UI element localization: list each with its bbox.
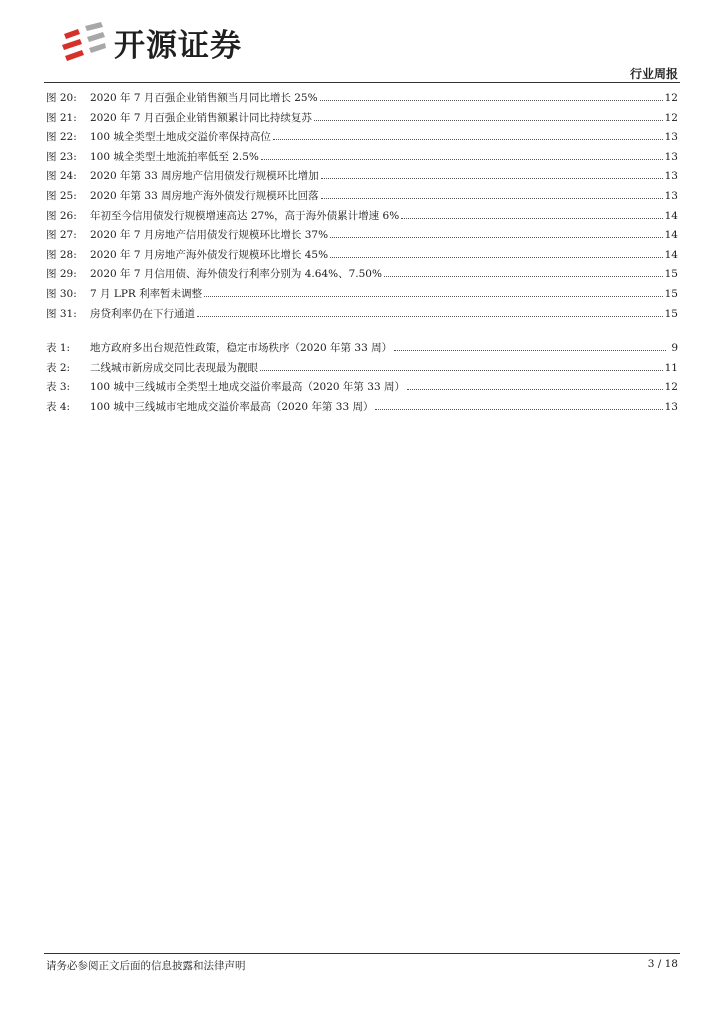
table-entry-label: 表 3: xyxy=(46,381,71,394)
table-entry-label: 表 1: xyxy=(46,342,71,354)
brand-logo xyxy=(58,20,242,64)
dot-leader xyxy=(330,257,663,258)
dot-leader xyxy=(273,139,663,140)
figure-entry-page: 14 xyxy=(664,248,678,261)
dot-leader xyxy=(321,198,663,199)
footer-divider xyxy=(44,953,680,954)
table-entry-page: 12 xyxy=(664,381,678,394)
figure-entry-title: 100 城全类型土地成交溢价率保持高位 xyxy=(90,131,271,144)
figure-entry-title: 100 城全类型土地流拍率低至 2.5% xyxy=(90,150,259,163)
figure-entry-title: 2020 年 7 月百强企业销售额累计同比持续复苏 xyxy=(90,111,312,124)
figure-entry[interactable] xyxy=(46,109,678,129)
figure-entry-page: 15 xyxy=(664,307,678,320)
dot-leader xyxy=(407,389,663,390)
dot-leader xyxy=(330,237,663,238)
table-entry[interactable] xyxy=(46,378,678,398)
figure-entry-label: 图 30: xyxy=(46,287,77,300)
figure-entry-page: 13 xyxy=(664,170,678,183)
figure-entry-title: 2020 年 7 月信用债、海外债发行利率分别为 4.64%、7.50% xyxy=(90,268,382,281)
figure-entry-label: 图 29: xyxy=(46,268,77,281)
table-list xyxy=(46,339,678,417)
figure-entry[interactable] xyxy=(46,128,678,148)
brand-name: 开源证券 xyxy=(114,27,242,64)
figure-entry-title: 7 月 LPR 利率暂未调整 xyxy=(90,287,203,300)
figure-entry-label: 图 26: xyxy=(46,209,77,222)
figure-entry-label: 图 31: xyxy=(46,307,77,320)
figure-entry-page: 15 xyxy=(664,268,678,281)
dot-leader xyxy=(394,350,666,351)
document-type: 行业周报 xyxy=(629,67,678,81)
figure-entry[interactable] xyxy=(46,187,678,207)
table-entry-title: 100 城中三线城市宅地成交溢价率最高（2020 年第 33 周） xyxy=(90,400,374,413)
table-entry-label: 表 4: xyxy=(46,400,71,413)
figure-entry-page: 13 xyxy=(664,189,678,202)
dot-leader xyxy=(260,370,663,371)
dot-leader xyxy=(320,100,663,101)
figure-entry-title: 2020 年第 33 周房地产海外债发行规模环比回落 xyxy=(90,189,319,202)
figure-entry-page: 12 xyxy=(664,111,678,124)
figure-entry-label: 图 20: xyxy=(46,92,77,104)
figure-entry-label: 图 27: xyxy=(46,229,77,242)
dot-leader xyxy=(401,218,662,219)
figure-entry[interactable] xyxy=(46,148,678,168)
page-number: 3 / 18 xyxy=(647,958,678,970)
figure-entry[interactable] xyxy=(46,226,678,246)
figure-entry-title: 房贷利率仍在下行通道 xyxy=(90,307,195,320)
figure-entry-page: 13 xyxy=(664,131,678,144)
dot-leader xyxy=(384,276,663,277)
figure-list xyxy=(46,89,678,324)
figure-entry-label: 图 21: xyxy=(46,111,77,124)
figure-entry-title: 2020 年 7 月百强企业销售额当月同比增长 25% xyxy=(90,92,318,104)
figure-entry-label: 图 23: xyxy=(46,150,77,163)
dot-leader xyxy=(204,296,662,297)
figure-entry[interactable] xyxy=(46,89,678,109)
figure-entry-label: 图 25: xyxy=(46,189,77,202)
dot-leader xyxy=(375,409,662,410)
figure-entry[interactable] xyxy=(46,246,678,266)
footer-disclaimer: 请务必参阅正文后面的信息披露和法律声明 xyxy=(46,960,246,972)
table-entry-label: 表 2: xyxy=(46,361,71,374)
brand-logo-icon xyxy=(58,20,108,64)
figure-entry-page: 15 xyxy=(664,287,678,300)
dot-leader xyxy=(197,316,663,317)
figure-entry-page: 14 xyxy=(664,229,678,242)
table-entry-page: 9 xyxy=(671,342,678,354)
figure-entry-title: 2020 年第 33 周房地产信用债发行规模环比增加 xyxy=(90,170,319,183)
figure-entry-title: 2020 年 7 月房地产信用债发行规模环比增长 37% xyxy=(90,229,329,242)
dot-leader xyxy=(314,120,663,121)
table-entry[interactable] xyxy=(46,339,678,359)
table-entry-page: 11 xyxy=(664,361,678,374)
figure-entry-label: 图 24: xyxy=(46,170,77,183)
figure-entry-page: 12 xyxy=(664,92,678,104)
dot-leader xyxy=(321,178,663,179)
figure-entry-page: 13 xyxy=(664,150,678,163)
table-entry[interactable] xyxy=(46,398,678,418)
figure-entry[interactable] xyxy=(46,285,678,305)
table-entry-title: 100 城中三线城市全类型土地成交溢价率最高（2020 年第 33 周） xyxy=(90,381,405,394)
figure-entry-page: 14 xyxy=(664,209,678,222)
dot-leader xyxy=(261,159,663,160)
figure-entry-title: 年初至今信用债发行规模增速高达 27%，高于海外债累计增速 6% xyxy=(90,209,400,222)
figure-entry[interactable] xyxy=(46,265,678,285)
table-entry-page: 13 xyxy=(664,400,678,413)
figure-entry-label: 图 22: xyxy=(46,131,77,144)
figure-entry[interactable] xyxy=(46,207,678,227)
figure-entry[interactable] xyxy=(46,167,678,187)
table-entry[interactable] xyxy=(46,359,678,379)
table-entry-title: 地方政府多出台规范性政策，稳定市场秩序（2020 年第 33 周） xyxy=(90,342,393,354)
table-entry-title: 二线城市新房成交同比表现最为靓眼 xyxy=(90,361,258,374)
figure-entry[interactable] xyxy=(46,305,678,325)
figure-entry-title: 2020 年 7 月房地产海外债发行规模环比增长 45% xyxy=(90,248,329,261)
figure-entry-label: 图 28: xyxy=(46,248,77,261)
header-divider xyxy=(44,82,680,83)
